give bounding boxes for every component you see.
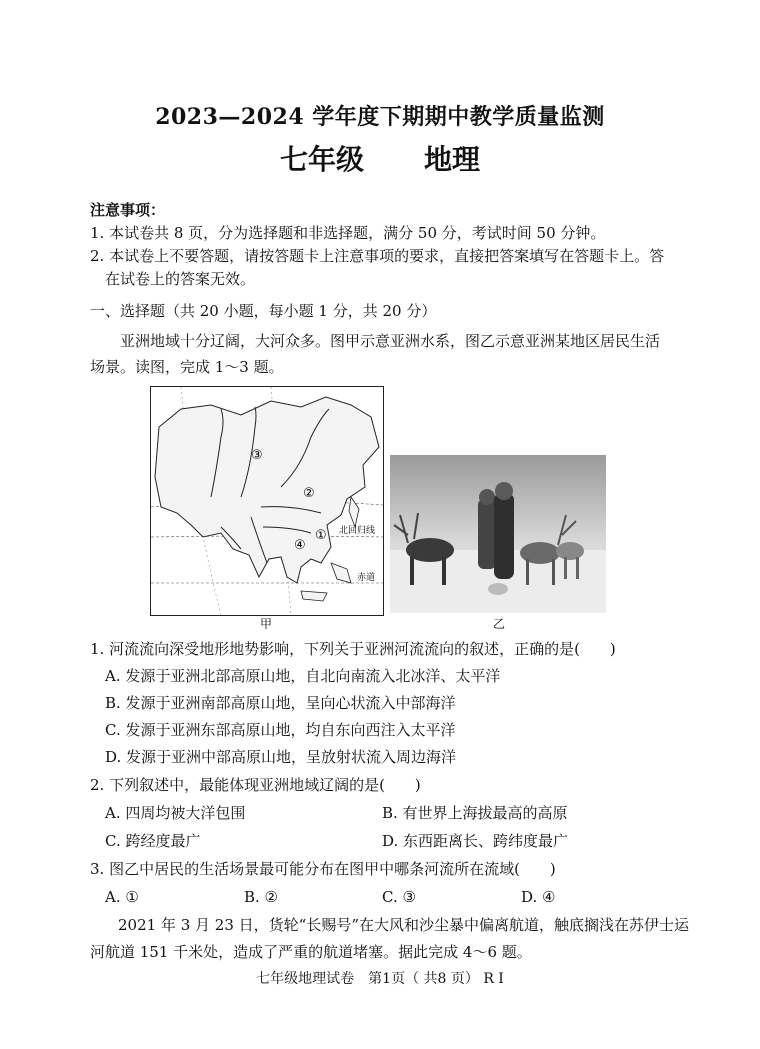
passage-line2: 河航道 151 千米处，造成了严重的航道堵塞。据此完成 4～6 题。 [90, 943, 532, 961]
map-label-river1: ① [315, 528, 327, 543]
notes-item-1: 1. 本试卷共 8 页，分为选择题和非选择题，满分 50 分，考试时间 50 分钟。 [90, 224, 606, 242]
notes-item-2-line2: 在试卷上的答案无效。 [105, 270, 256, 288]
exam-title: 2023—2024 学年度下期期中教学质量监测 [155, 104, 605, 130]
question-3-stem: 3. 图乙中居民的生活场景最可能分布在图甲中哪条河流所在流域( ) [90, 860, 556, 878]
map-label-tropic: 北回归线 [339, 526, 376, 536]
notes-item-2-line1: 2. 本试卷上不要答题，请按答题卡上注意事项的要求，直接把答案填写在答题卡上。答 [90, 247, 665, 265]
question-3-option-b: B. ② [244, 888, 279, 906]
photo-caption: 乙 [493, 617, 506, 631]
asia-river-map [150, 386, 384, 616]
question-2-option-d: D. 东西距离长、跨纬度最广 [382, 832, 569, 850]
map-label-river3: ③ [251, 448, 263, 463]
question-3-option-d: D. ④ [521, 888, 556, 906]
page-footer: 七年级地理试卷 第1页（ 共8 页） R I [256, 971, 504, 987]
question-3-option-c: C. ③ [382, 888, 416, 906]
question-2-option-a: A. 四周均被大洋包围 [105, 804, 246, 822]
map-label-river2: ② [303, 486, 315, 501]
question-2-stem: 2. 下列叙述中，最能体现亚洲地域辽阔的是( ) [90, 776, 421, 794]
question-3-option-a: A. ① [105, 888, 139, 906]
section-intro-line2: 场景。读图，完成 1～3 题。 [90, 358, 284, 376]
question-1-option-b: B. 发源于亚洲南部高原山地，呈向心状流入中部海洋 [105, 694, 456, 712]
question-1-option-c: C. 发源于亚洲东部高原山地，均自东向西注入太平洋 [105, 721, 456, 739]
reindeer-photo [390, 455, 606, 613]
exam-subtitle [0, 138, 760, 178]
section-intro-line1: 亚洲地域十分辽阔，大河众多。图甲示意亚洲水系，图乙示意亚洲某地区居民生活 [120, 332, 661, 350]
passage-line1: 2021 年 3 月 23 日，货轮“长赐号”在大风和沙尘暴中偏离航道，触底搁浅在苏伊士运 [118, 916, 689, 934]
question-1-stem: 1. 河流流向深受地形地势影响，下列关于亚洲河流流向的叙述，正确的是( ) [90, 640, 616, 658]
subject-label: 地理 [424, 143, 481, 176]
map-label-equator: 赤道 [357, 573, 376, 583]
question-1-option-a: A. 发源于亚洲北部高原山地，自北向南流入北冰洋、太平洋 [105, 667, 501, 685]
grade-label: 七年级 [279, 143, 364, 176]
map-label-river4: ④ [294, 538, 306, 553]
asia-map-drawing [151, 387, 383, 615]
question-2-option-b: B. 有世界上海拔最高的高原 [382, 804, 568, 822]
notes-heading: 注意事项： [90, 201, 166, 219]
map-caption: 甲 [260, 617, 273, 631]
section-heading: 一、选择题（共 20 小题，每小题 1 分，共 20 分） [90, 302, 437, 320]
question-1-option-d: D. 发源于亚洲中部高原山地，呈放射状流入周边海洋 [105, 748, 457, 766]
question-2-option-c: C. 跨经度最广 [105, 832, 201, 850]
reindeer-scene-drawing [390, 455, 606, 613]
